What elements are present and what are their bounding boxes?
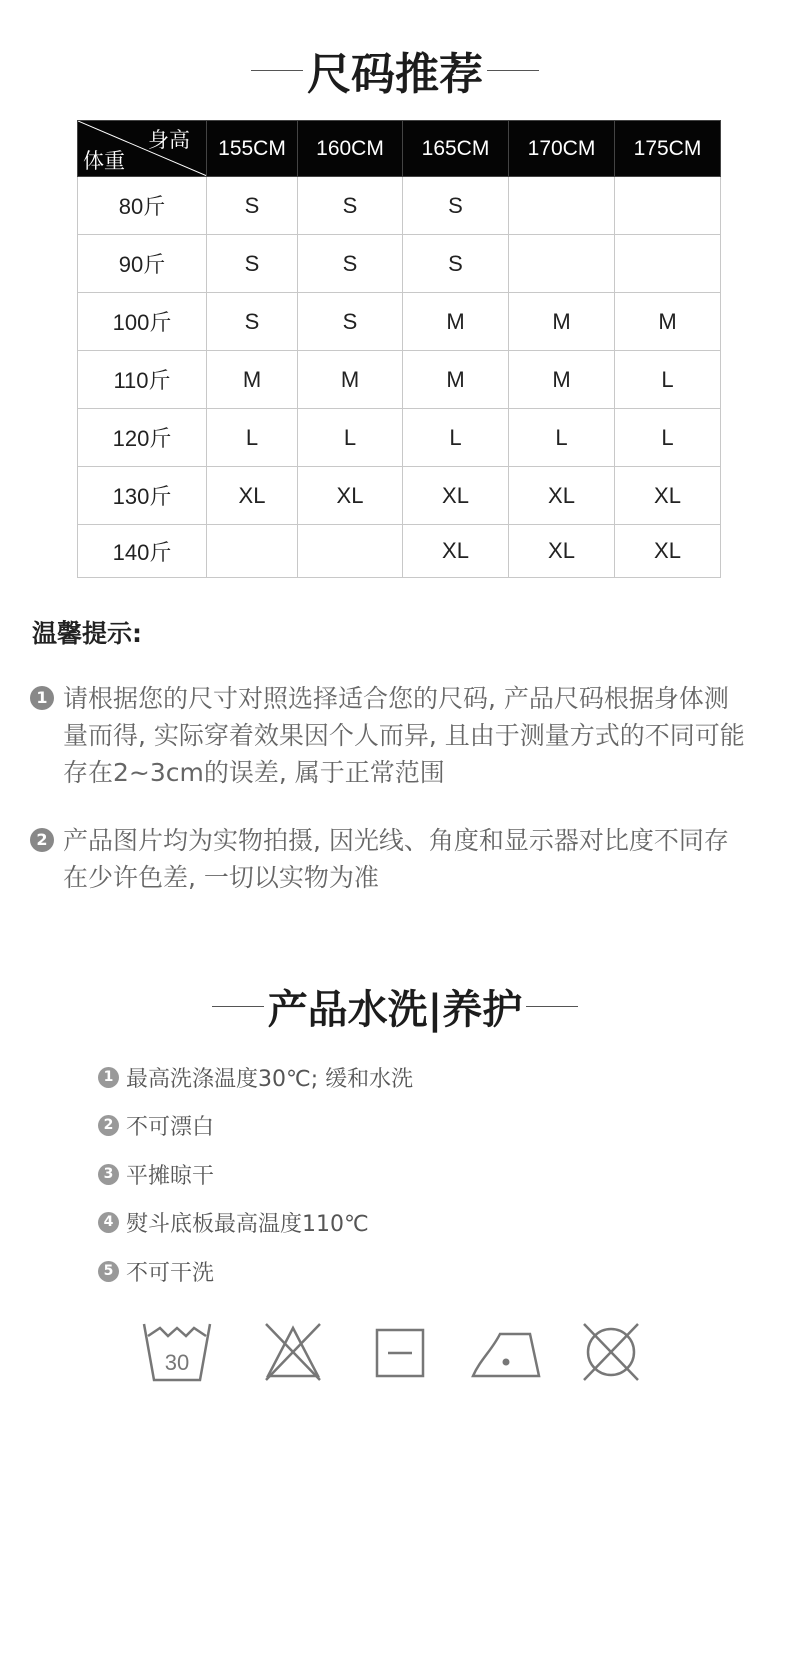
no-dry-clean-icon xyxy=(580,1320,642,1384)
size-title-text: 尺码推荐 xyxy=(307,49,483,100)
size-cell: L xyxy=(207,409,298,467)
corner-weight-label: 体重 xyxy=(83,150,125,173)
wash-temperature-label: 30 xyxy=(164,1350,190,1375)
size-cell xyxy=(509,235,615,293)
table-row xyxy=(78,293,721,351)
number-badge-icon: 1 xyxy=(98,1067,119,1088)
care-item xyxy=(98,1207,369,1238)
weight-cell: 140斤 xyxy=(78,525,207,578)
size-cell: L xyxy=(509,409,615,467)
table-row xyxy=(78,409,721,467)
size-cell: S xyxy=(207,177,298,235)
size-cell: XL xyxy=(509,467,615,525)
size-cell: L xyxy=(403,409,509,467)
size-cell: S xyxy=(207,235,298,293)
care-item-text: 不可干洗 xyxy=(126,1261,215,1286)
table-corner-cell xyxy=(78,121,207,177)
size-cell: M xyxy=(207,351,298,409)
care-item-text: 平摊晾干 xyxy=(126,1164,215,1189)
title-rule-right xyxy=(526,1006,578,1007)
size-table-header-row xyxy=(78,121,721,177)
dry-flat-icon xyxy=(374,1320,426,1384)
height-column-header: 175CM xyxy=(615,121,721,177)
tip-text: 产品图片均为实物拍摄, 因光线、角度和显示器对比度不同存在少许色差, 一切以实物为准 xyxy=(63,826,729,892)
weight-cell: 120斤 xyxy=(78,409,207,467)
care-item-text: 最高洗涤温度30℃; 缓和水洗 xyxy=(126,1067,414,1092)
number-badge-icon: 4 xyxy=(98,1212,119,1233)
size-cell: XL xyxy=(509,525,615,578)
care-title-text: 产品水洗|养护 xyxy=(267,987,523,1033)
size-cell: M xyxy=(298,351,403,409)
size-cell: S xyxy=(298,235,403,293)
weight-cell: 100斤 xyxy=(78,293,207,351)
size-cell xyxy=(509,177,615,235)
size-cell: L xyxy=(615,409,721,467)
tip-item xyxy=(30,822,750,896)
number-badge-icon: 5 xyxy=(98,1261,119,1282)
care-item xyxy=(98,1256,214,1287)
number-badge-icon: 3 xyxy=(98,1164,119,1185)
size-cell: S xyxy=(403,235,509,293)
tip-text: 请根据您的尺寸对照选择适合您的尺码, 产品尺码根据身体测量而得, 实际穿着效果因个人而异, 且由于测量方式的不同可能存在2~3cm的误差, 属于正常范围 xyxy=(63,684,745,787)
size-cell xyxy=(615,235,721,293)
height-column-header: 160CM xyxy=(298,121,403,177)
table-row xyxy=(78,525,721,578)
number-badge-icon: 2 xyxy=(98,1115,119,1136)
size-cell: L xyxy=(298,409,403,467)
number-badge-icon: 1 xyxy=(30,686,54,710)
weight-cell: 80斤 xyxy=(78,177,207,235)
size-cell: L xyxy=(615,351,721,409)
table-row xyxy=(78,467,721,525)
weight-cell: 110斤 xyxy=(78,351,207,409)
weight-cell: 130斤 xyxy=(78,467,207,525)
size-cell: XL xyxy=(615,525,721,578)
title-rule-right xyxy=(487,70,539,71)
tip-item xyxy=(30,680,750,791)
tips-heading: 温馨提示: xyxy=(32,619,142,648)
size-cell: S xyxy=(298,177,403,235)
table-row xyxy=(78,177,721,235)
size-cell: S xyxy=(403,177,509,235)
size-cell: XL xyxy=(403,467,509,525)
size-table xyxy=(77,120,721,578)
care-item-text: 熨斗底板最高温度110℃ xyxy=(126,1212,369,1237)
size-cell: S xyxy=(207,293,298,351)
care-section-title xyxy=(0,978,790,1035)
table-row xyxy=(78,235,721,293)
size-cell: M xyxy=(509,293,615,351)
size-cell: M xyxy=(403,351,509,409)
table-row xyxy=(78,351,721,409)
corner-height-label: 身高 xyxy=(148,129,190,152)
care-item xyxy=(98,1110,214,1141)
height-column-header: 165CM xyxy=(403,121,509,177)
size-cell xyxy=(615,177,721,235)
care-item xyxy=(98,1159,214,1190)
no-bleach-icon xyxy=(262,1320,324,1384)
size-cell xyxy=(298,525,403,578)
size-cell: XL xyxy=(207,467,298,525)
size-cell: XL xyxy=(298,467,403,525)
height-column-header: 155CM xyxy=(207,121,298,177)
size-cell: M xyxy=(615,293,721,351)
number-badge-icon: 2 xyxy=(30,828,54,852)
size-cell: XL xyxy=(403,525,509,578)
size-cell: S xyxy=(298,293,403,351)
size-cell: M xyxy=(403,293,509,351)
height-column-header: 170CM xyxy=(509,121,615,177)
iron-low-icon xyxy=(470,1320,542,1384)
size-cell xyxy=(207,525,298,578)
size-section-title xyxy=(0,38,790,102)
title-rule-left xyxy=(212,1006,264,1007)
wash-30-icon xyxy=(140,1320,214,1384)
size-cell: XL xyxy=(615,467,721,525)
size-cell: M xyxy=(509,351,615,409)
title-rule-left xyxy=(251,70,303,71)
care-item xyxy=(98,1062,413,1093)
care-item-text: 不可漂白 xyxy=(126,1115,215,1140)
weight-cell: 90斤 xyxy=(78,235,207,293)
